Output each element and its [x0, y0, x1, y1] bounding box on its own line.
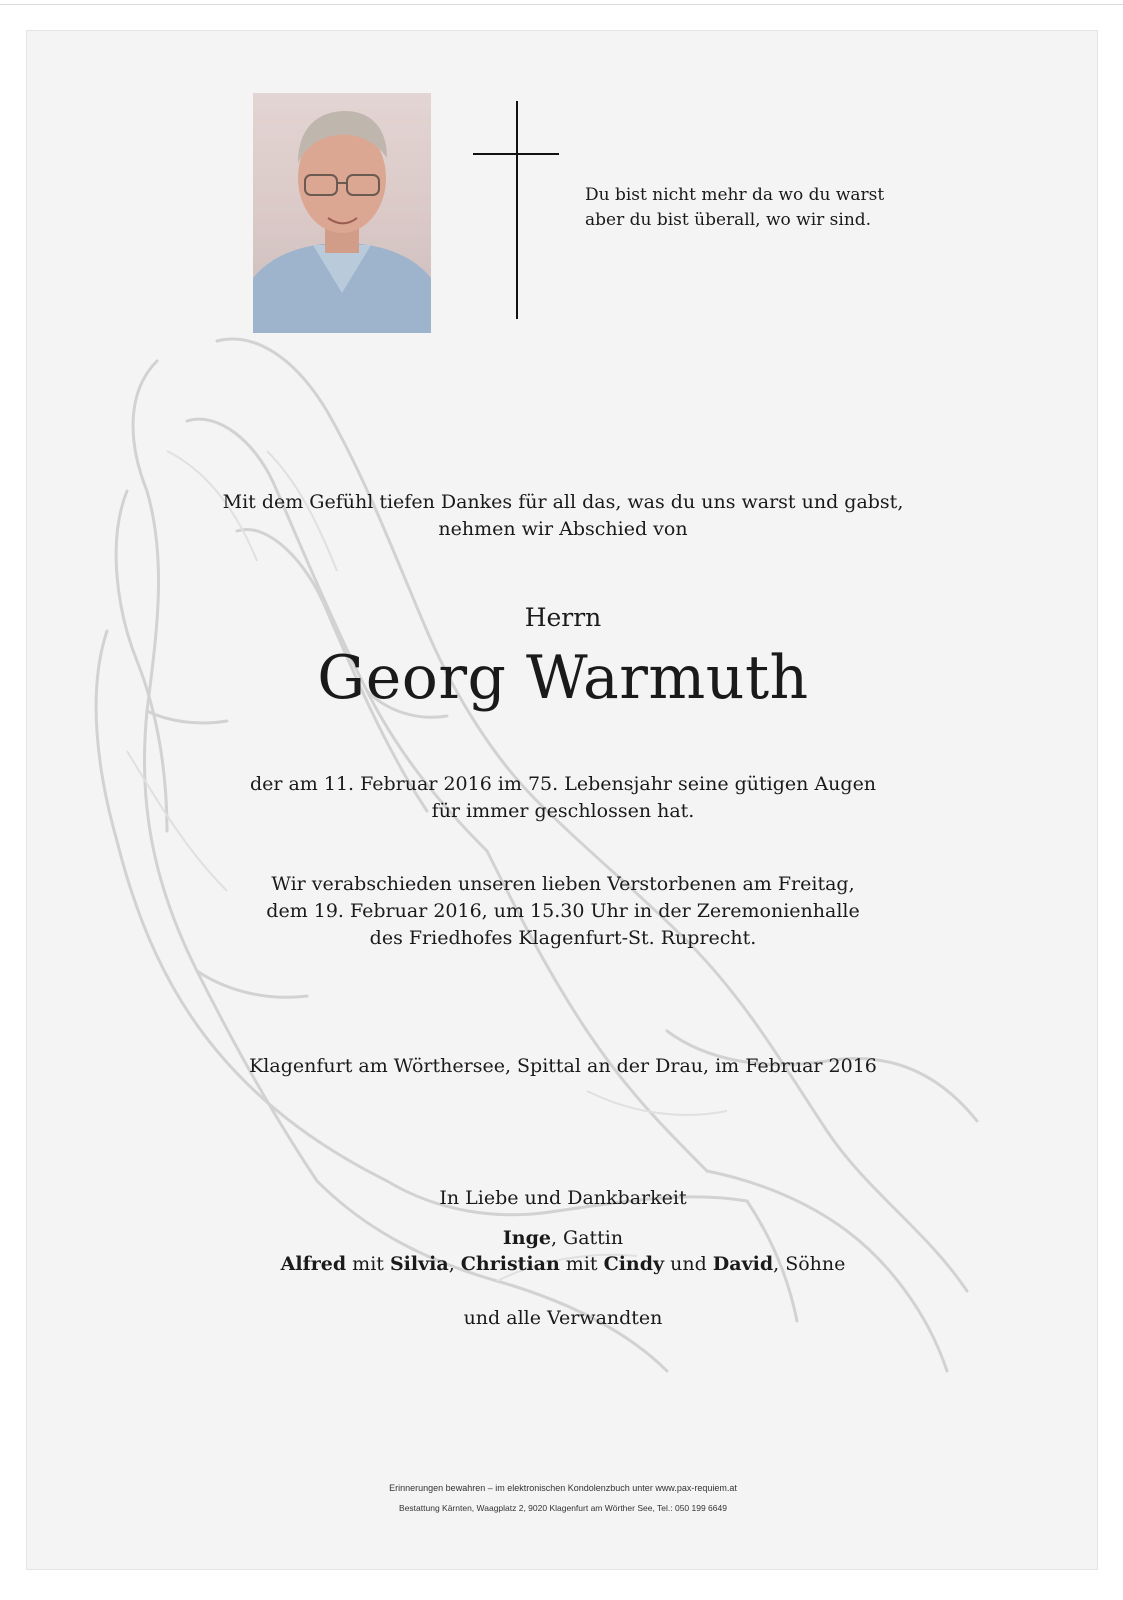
intro-line-2: nehmen wir Abschied von: [438, 518, 688, 540]
intro-text: [27, 489, 1098, 543]
cross-horizontal-bar: [473, 153, 559, 155]
funeral-service-info: [27, 871, 1098, 952]
wife-role: , Gattin: [550, 1227, 624, 1249]
service-line-1: Wir verabschieden unseren lieben Verstorbenen am Freitag,: [271, 873, 855, 895]
connector-and: und: [664, 1253, 713, 1275]
closing-phrase: In Liebe und Dankbarkeit: [439, 1187, 687, 1209]
quote-line-2: aber du bist überall, wo wir sind.: [585, 210, 872, 230]
portrait-figure: [253, 93, 431, 333]
portrait-photo: [253, 93, 431, 333]
condolence-footer: Erinnerungen bewahren – im elektronischen Kondolenzbuch unter www.pax-requiem.at: [389, 1483, 737, 1493]
partner-2-name: Cindy: [603, 1253, 665, 1275]
mourner-wife: [27, 1227, 1098, 1249]
connector-with-1: mit: [346, 1253, 390, 1275]
obituary-sheet: [26, 30, 1098, 1570]
cross-icon: [473, 101, 563, 321]
separator-comma: ,: [448, 1253, 461, 1275]
mourner-sons: [27, 1253, 1098, 1275]
cross-vertical-bar: [516, 101, 518, 319]
deceased-name: Georg Warmuth: [317, 643, 809, 713]
top-border-line: [0, 4, 1123, 5]
mourner-relatives: und alle Verwandten: [463, 1307, 663, 1329]
death-notice: [27, 771, 1098, 825]
son-2-name: Christian: [460, 1253, 560, 1275]
salutation: Herrn: [524, 603, 602, 632]
place-and-date: Klagenfurt am Wörthersee, Spittal an der Drau, im Februar 2016: [249, 1055, 877, 1077]
wife-name: Inge: [502, 1227, 551, 1249]
partner-1-name: Silvia: [389, 1253, 449, 1275]
undertaker-footer: Bestattung Kärnten, Waagplatz 2, 9020 Klagenfurt am Wörther See, Tel.: 050 199 6649: [399, 1503, 727, 1513]
son-1-name: Alfred: [280, 1253, 347, 1275]
death-notice-line-1: der am 11. Februar 2016 im 75. Lebensjahr seine gütigen Augen: [249, 773, 877, 795]
quote-line-1: Du bist nicht mehr da wo du warst: [585, 185, 885, 205]
death-notice-line-2: für immer geschlossen hat.: [431, 800, 695, 822]
service-line-3: des Friedhofes Klagenfurt-St. Ruprecht.: [369, 927, 757, 949]
intro-line-1: Mit dem Gefühl tiefen Dankes für all das, was du uns warst und gabst,: [222, 491, 904, 513]
son-3-name: David: [712, 1253, 774, 1275]
service-line-2: dem 19. Februar 2016, um 15.30 Uhr in der Zeremonienhalle: [266, 900, 860, 922]
connector-with-2: mit: [559, 1253, 604, 1275]
memorial-quote: [585, 183, 905, 233]
sons-role: , Söhne: [773, 1253, 846, 1275]
